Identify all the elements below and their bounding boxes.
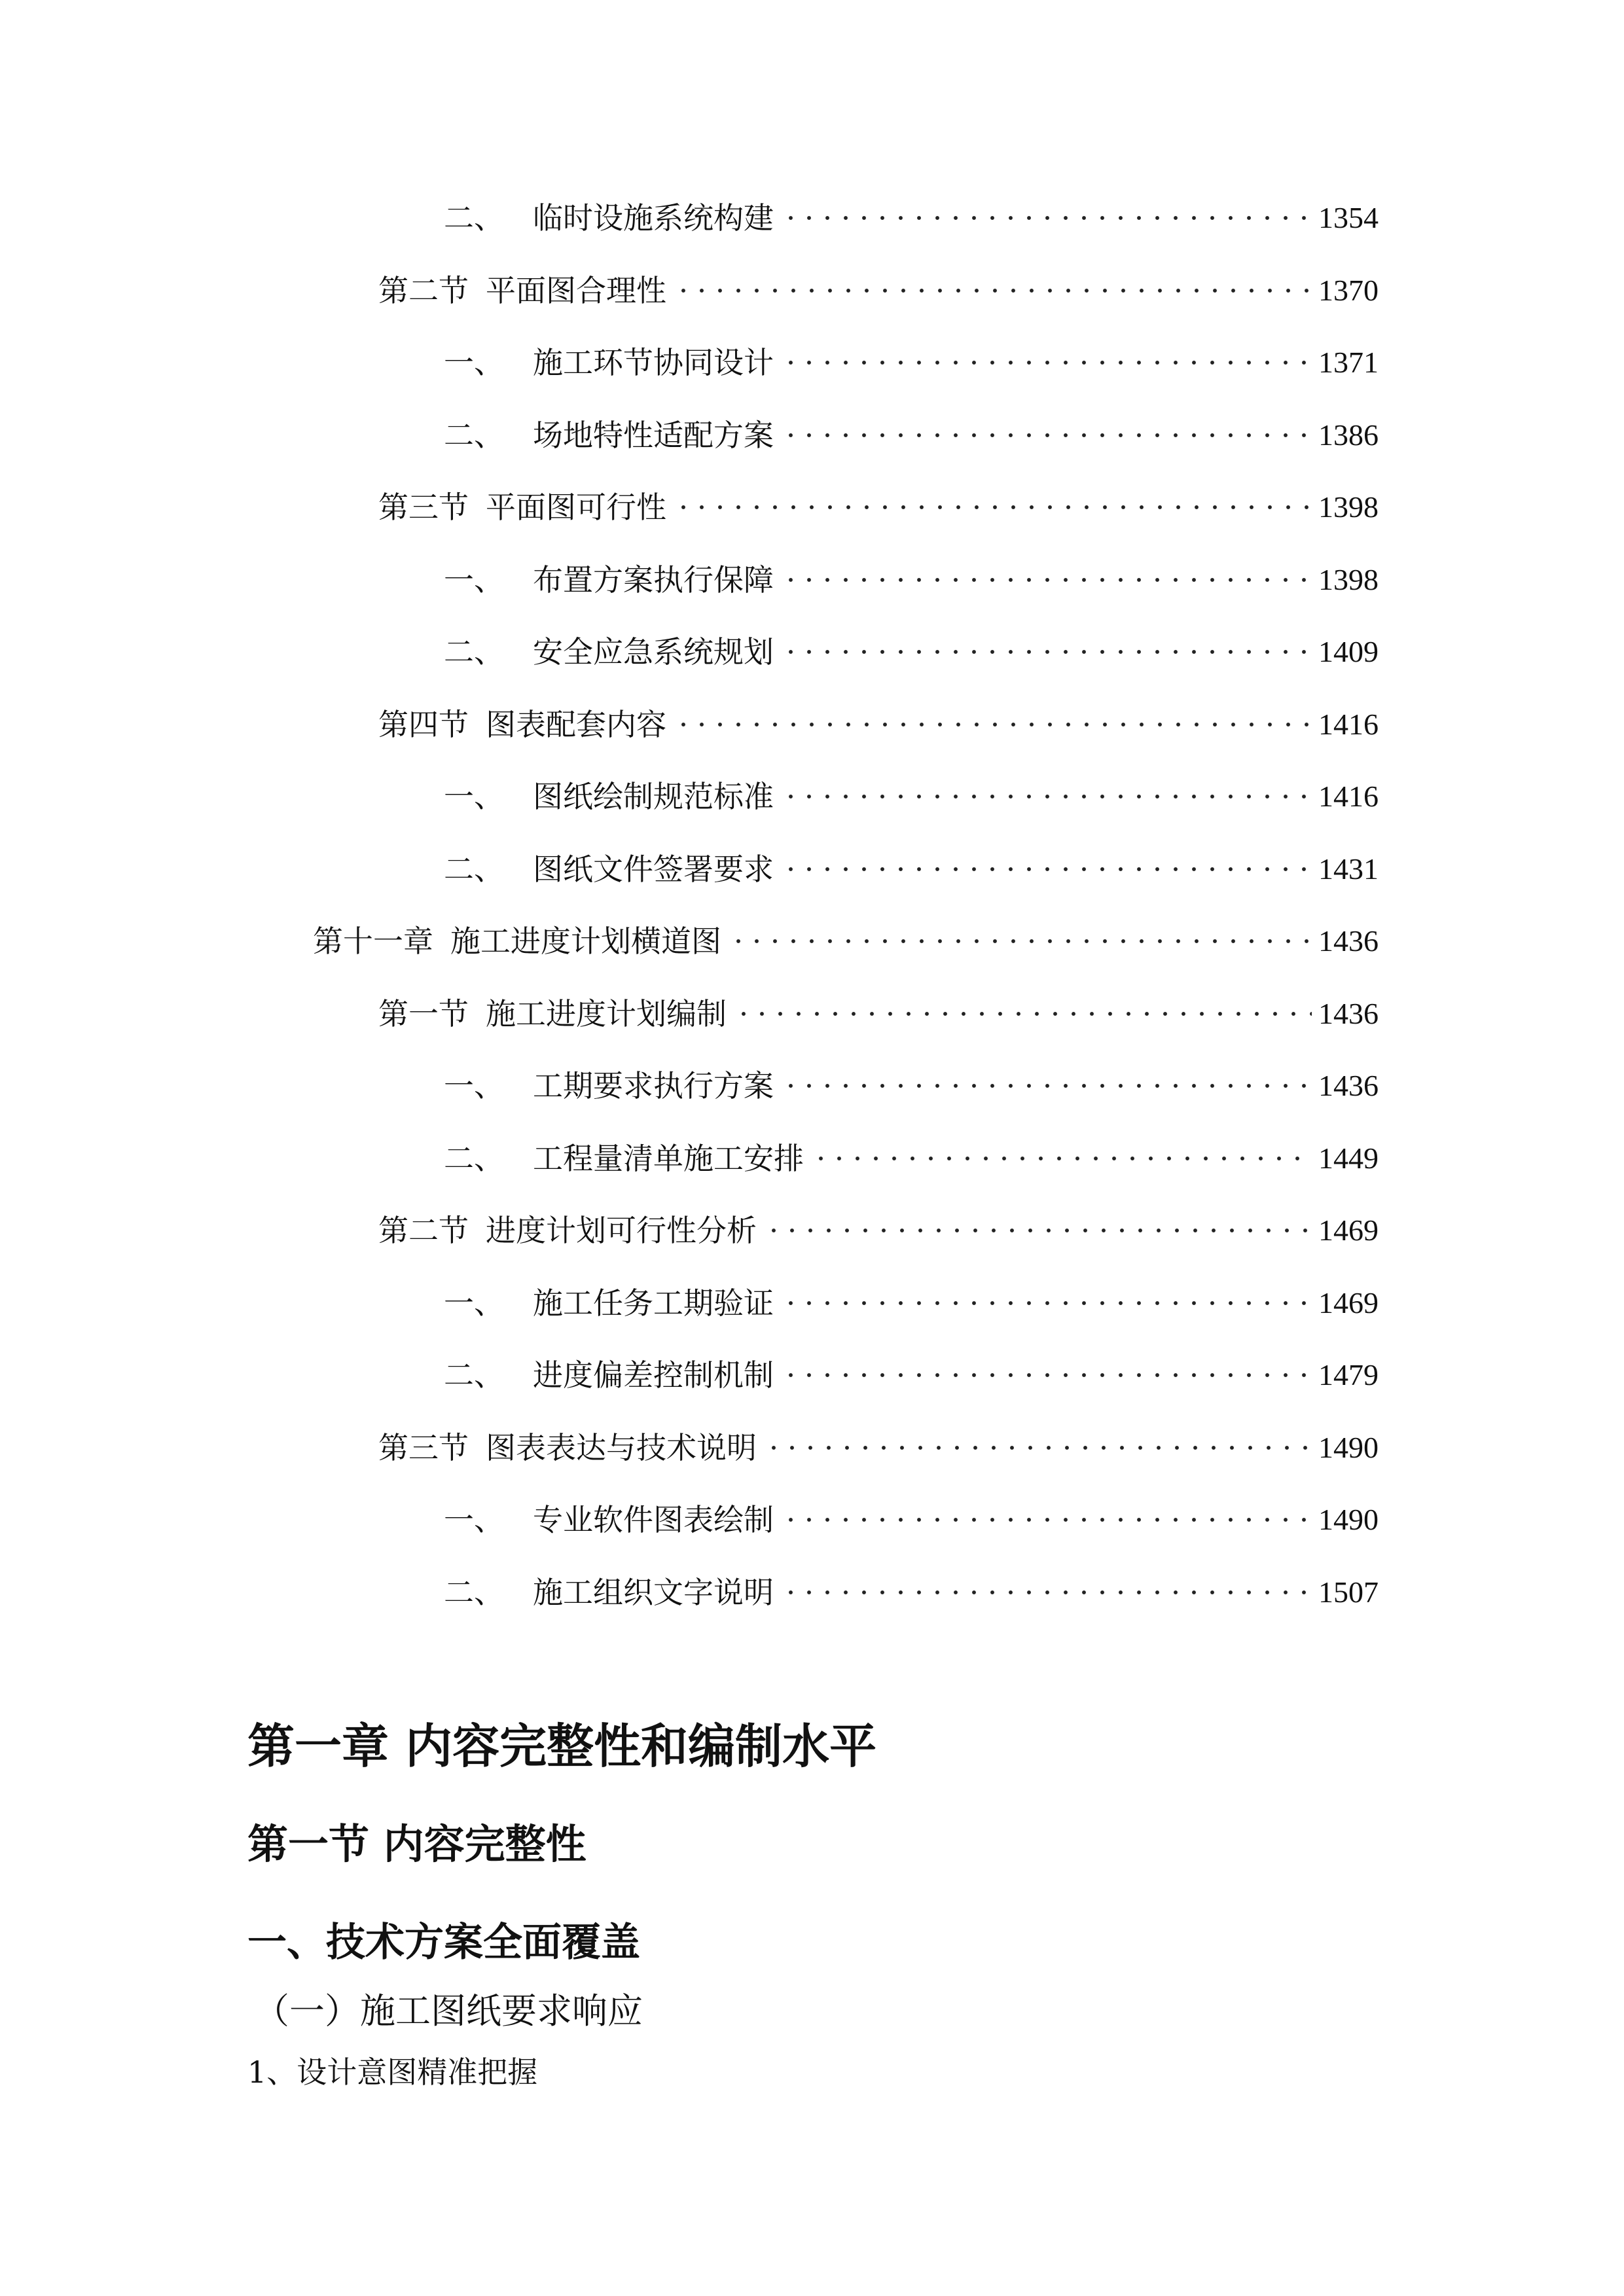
toc-entry-title: 进度偏差控制机制 xyxy=(533,1357,774,1393)
toc-entry-title: 图表表达与技术说明 xyxy=(486,1430,757,1465)
toc-entry-title: 进度计划可行性分析 xyxy=(486,1213,757,1248)
toc-dot-leader xyxy=(674,484,1312,530)
toc-dot-leader xyxy=(782,1497,1312,1543)
toc-entry[interactable] xyxy=(378,991,1379,1037)
toc-entry[interactable] xyxy=(378,702,1379,747)
toc-entry-number: 一、 xyxy=(444,1068,504,1103)
toc-entry-page: 1370 xyxy=(1318,274,1379,307)
toc-entry-title: 平面图可行性 xyxy=(486,490,666,525)
toc-entry-number: 二、 xyxy=(444,634,504,670)
toc-entry-number: 第三节 xyxy=(378,490,469,525)
toc-entry-title: 工期要求执行方案 xyxy=(533,1068,774,1103)
toc-dot-leader xyxy=(782,1280,1312,1326)
toc-entry-number: 二、 xyxy=(444,852,504,887)
toc-entry-page: 1490 xyxy=(1318,1431,1379,1464)
toc-entry-title: 图表配套内容 xyxy=(486,707,666,742)
toc-entry[interactable] xyxy=(444,195,1379,241)
toc-entry[interactable] xyxy=(444,1063,1379,1109)
toc-entry[interactable] xyxy=(444,412,1379,458)
toc-entry-page: 1469 xyxy=(1318,1286,1379,1319)
toc-entry[interactable] xyxy=(444,774,1379,819)
toc-entry-title: 图纸绘制规范标准 xyxy=(533,779,774,814)
toc-entry-title: 施工进度计划编制 xyxy=(486,996,727,1031)
toc-entry-page: 1398 xyxy=(1318,490,1379,524)
toc-entry-page: 1436 xyxy=(1318,1069,1379,1102)
toc-entry-page: 1398 xyxy=(1318,563,1379,596)
toc-entry-number: 二、 xyxy=(444,200,504,236)
toc-entry-title: 临时设施系统构建 xyxy=(533,200,774,236)
toc-dot-leader xyxy=(729,918,1312,964)
toc-entry[interactable] xyxy=(444,629,1379,675)
toc-dot-leader xyxy=(812,1136,1312,1181)
section-heading: 第一节 内容完整性 xyxy=(247,1820,586,1868)
toc-dot-leader xyxy=(782,557,1312,603)
toc-entry-page: 1431 xyxy=(1318,852,1379,886)
toc-dot-leader xyxy=(782,1570,1312,1615)
toc-entry-page: 1436 xyxy=(1318,997,1379,1030)
toc-entry-page: 1479 xyxy=(1318,1358,1379,1391)
toc-entry-number: 第四节 xyxy=(378,707,469,742)
toc-entry-page: 1416 xyxy=(1318,708,1379,741)
toc-entry-page: 1371 xyxy=(1318,346,1379,379)
toc-entry-title: 施工进度计划横道图 xyxy=(450,924,721,959)
toc-entry-number: 一、 xyxy=(444,1502,504,1537)
subsection-heading: 一、技术方案全面覆盖 xyxy=(247,1920,640,1965)
toc-entry[interactable] xyxy=(444,1497,1379,1543)
toc-entry-number: 二、 xyxy=(444,1575,504,1610)
toc-entry-title: 工程量清单施工安排 xyxy=(533,1141,804,1176)
toc-dot-leader xyxy=(782,195,1312,241)
toc-entry-number: 一、 xyxy=(444,345,504,380)
toc-entry-number: 一、 xyxy=(444,1285,504,1321)
toc-entry-page: 1386 xyxy=(1318,418,1379,452)
toc-entry[interactable] xyxy=(378,1425,1379,1471)
toc-entry[interactable] xyxy=(378,484,1379,530)
toc-entry-page: 1409 xyxy=(1318,635,1379,668)
toc-entry-title: 专业软件图表绘制 xyxy=(533,1502,774,1537)
toc-entry[interactable] xyxy=(313,918,1379,964)
toc-entry[interactable] xyxy=(444,1570,1379,1615)
toc-entry-number: 第二节 xyxy=(378,273,469,308)
toc-entry-title: 施工组织文字说明 xyxy=(533,1575,774,1610)
toc-entry-number: 第二节 xyxy=(378,1213,469,1248)
toc-entry[interactable] xyxy=(444,846,1379,892)
toc-entry[interactable] xyxy=(444,1280,1379,1326)
toc-entry-number: 一、 xyxy=(444,779,504,814)
toc-entry-page: 1354 xyxy=(1318,201,1379,234)
toc-entry-page: 1490 xyxy=(1318,1503,1379,1536)
toc-entry[interactable] xyxy=(378,268,1379,314)
toc-entry-number: 二、 xyxy=(444,418,504,453)
toc-entry[interactable] xyxy=(378,1208,1379,1253)
toc-entry-title: 场地特性适配方案 xyxy=(533,418,774,453)
toc-dot-leader xyxy=(674,268,1312,314)
toc-dot-leader xyxy=(674,702,1312,747)
toc-entry-page: 1416 xyxy=(1318,780,1379,813)
toc-entry[interactable] xyxy=(444,1352,1379,1398)
toc-dot-leader xyxy=(782,340,1312,386)
toc-entry-title: 施工任务工期验证 xyxy=(533,1285,774,1321)
toc-entry-number: 第十一章 xyxy=(313,924,433,959)
toc-dot-leader xyxy=(782,629,1312,675)
toc-entry-page: 1449 xyxy=(1318,1141,1379,1175)
toc-entry-page: 1436 xyxy=(1318,924,1379,958)
toc-entry[interactable] xyxy=(444,340,1379,386)
toc-entry-number: 二、 xyxy=(444,1141,504,1176)
toc-entry-number: 第三节 xyxy=(378,1430,469,1465)
subitem-heading: 1、设计意图精准把握 xyxy=(247,2054,538,2090)
chapter-heading: 第一章 内容完整性和编制水平 xyxy=(247,1719,877,1774)
toc-entry-title: 安全应急系统规划 xyxy=(533,634,774,670)
toc-entry-page: 1507 xyxy=(1318,1575,1379,1609)
toc-entry-title: 布置方案执行保障 xyxy=(533,562,774,598)
toc-entry-title: 图纸文件签署要求 xyxy=(533,852,774,887)
item-heading: （一）施工图纸要求响应 xyxy=(254,1990,643,2032)
toc-entry-title: 施工环节协同设计 xyxy=(533,345,774,380)
toc-dot-leader xyxy=(765,1208,1312,1253)
toc-dot-leader xyxy=(782,412,1312,458)
toc-entry-number: 第一节 xyxy=(378,996,469,1031)
toc-entry[interactable] xyxy=(444,1136,1379,1181)
toc-dot-leader xyxy=(782,1352,1312,1398)
toc-entry-number: 一、 xyxy=(444,562,504,598)
toc-dot-leader xyxy=(782,846,1312,892)
toc-entry-number: 二、 xyxy=(444,1357,504,1393)
toc-dot-leader xyxy=(782,1063,1312,1109)
toc-entry-page: 1469 xyxy=(1318,1213,1379,1247)
toc-dot-leader xyxy=(765,1425,1312,1471)
toc-entry[interactable] xyxy=(444,557,1379,603)
toc-dot-leader xyxy=(734,991,1312,1037)
toc-dot-leader xyxy=(782,774,1312,819)
toc-entry-title: 平面图合理性 xyxy=(486,273,666,308)
